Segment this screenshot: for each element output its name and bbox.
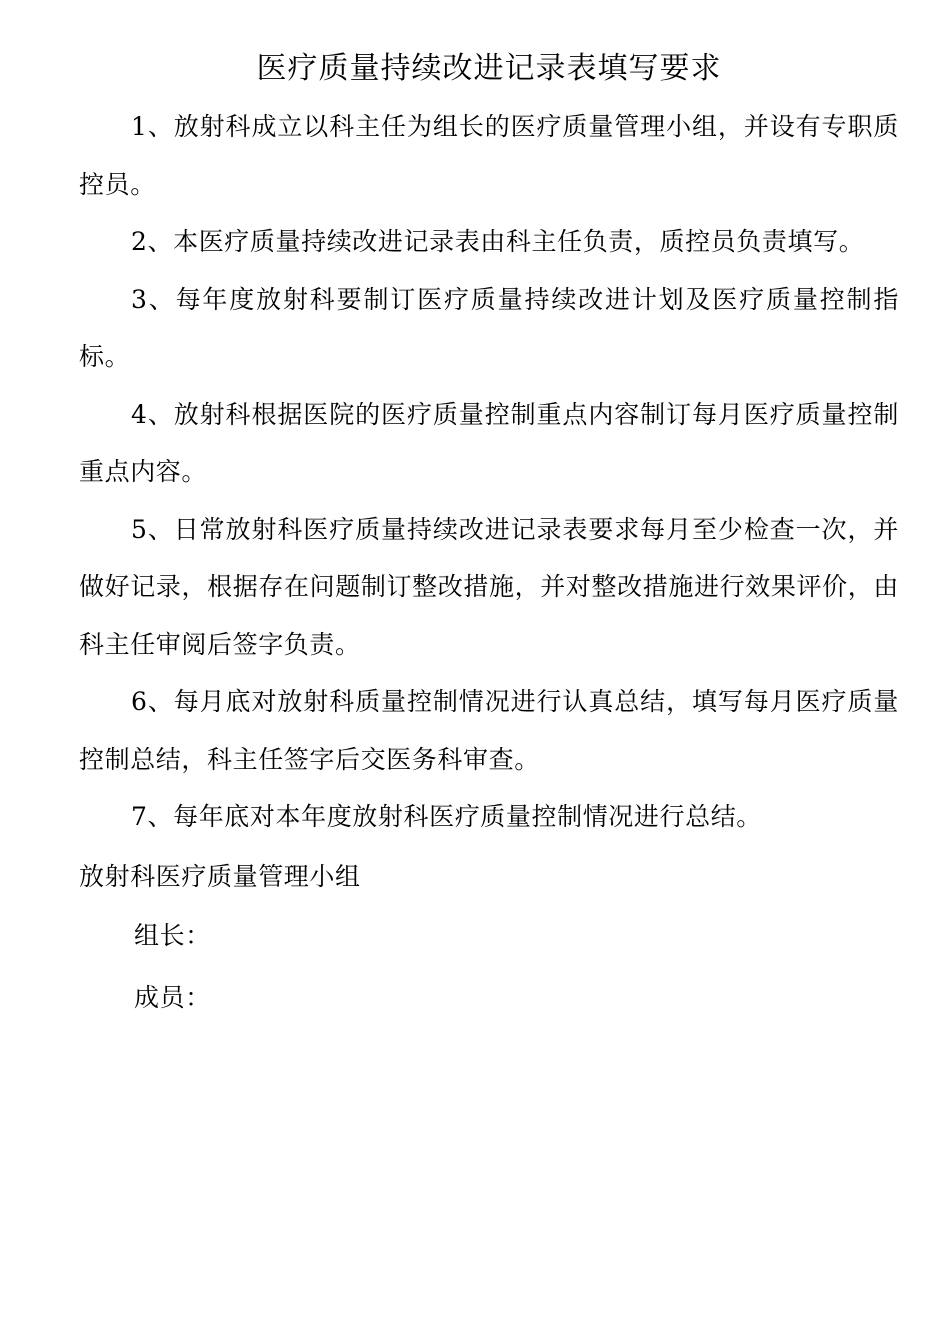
document-title: 医疗质量持续改进记录表填写要求 (256, 51, 722, 86)
group-leader-label: 组长： (134, 921, 211, 950)
requirement-item-6: 6、每月底对放射科质量控制情况进行认真总结，填写每月医疗质量控制总结，科主任签字后交医务科审查。 (79, 687, 899, 774)
management-group (79, 848, 899, 1030)
document-page (79, 44, 899, 1029)
requirement-item-7: 7、每年底对本年度放射科医疗质量控制情况进行总结。 (131, 802, 762, 831)
requirement-item-2: 2、本医疗质量持续改进记录表由科主任负责，质控员负责填写。 (131, 227, 865, 256)
requirement-item-4: 4、放射科根据医院的医疗质量控制重点内容制订每月医疗质量控制重点内容。 (79, 399, 899, 486)
group-members-label: 成员： (134, 983, 211, 1012)
requirement-item-1: 1、放射科成立以科主任为组长的医疗质量管理小组，并设有专职质控员。 (79, 112, 899, 199)
requirement-item-5: 5、日常放射科医疗质量持续改进记录表要求每月至少检查一次，并做好记录，根据存在问题制订整改措施，并对整改措施进行效果评价，由科主任审阅后签字负责。 (79, 514, 899, 659)
group-title: 放射科医疗质量管理小组 (79, 861, 361, 891)
requirement-item-3: 3、每年度放射科要制订医疗质量持续改进计划及医疗质量控制指标。 (79, 284, 899, 371)
requirements-list (79, 98, 899, 846)
